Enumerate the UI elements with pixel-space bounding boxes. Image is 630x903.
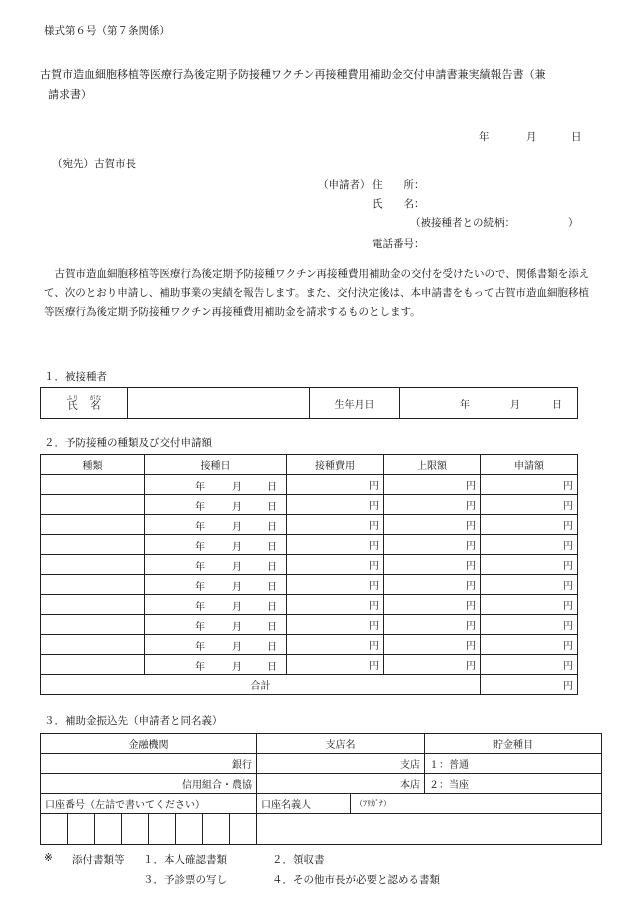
mei-char: 名がな <box>89 394 102 412</box>
account-digit-2[interactable] <box>68 814 95 845</box>
row-year: 年 <box>195 602 205 613</box>
amount-input[interactable]: 円 <box>481 655 578 675</box>
amount-input[interactable]: 円 <box>481 555 578 575</box>
row-year: 年 <box>195 642 205 653</box>
type-input[interactable] <box>41 615 145 635</box>
date-input[interactable] <box>145 495 287 515</box>
date-input[interactable] <box>145 535 287 555</box>
row-year: 年 <box>195 482 205 493</box>
limit-cell: 円 <box>384 555 481 575</box>
type-input[interactable] <box>41 535 145 555</box>
amount-input[interactable]: 円 <box>481 475 578 495</box>
date-input[interactable] <box>145 575 287 595</box>
account-digit-6[interactable] <box>176 814 203 845</box>
bank-label[interactable]: 銀行 <box>41 754 257 774</box>
row-year: 年 <box>195 622 205 633</box>
row-day: 日 <box>267 662 277 673</box>
row-year: 年 <box>195 502 205 513</box>
furigana-input[interactable]: （ﾌﾘｶﾞﾅ） <box>351 794 602 814</box>
amount-input[interactable]: 円 <box>481 615 578 635</box>
total-label: 合計 <box>41 675 481 695</box>
cost-input[interactable]: 円 <box>287 615 384 635</box>
row-month: 月 <box>232 662 242 673</box>
amount-input[interactable]: 円 <box>481 535 578 555</box>
addressee: （宛先）古賀市長 <box>52 158 136 170</box>
date-input[interactable] <box>145 635 287 655</box>
date-year: 年 <box>479 131 490 143</box>
attachments-label: 添付書類等 <box>72 854 125 866</box>
row-month: 月 <box>232 482 242 493</box>
row-year: 年 <box>195 542 205 553</box>
date-input[interactable] <box>145 615 287 635</box>
amount-input[interactable]: 円 <box>481 515 578 535</box>
limit-cell: 円 <box>384 635 481 655</box>
limit-cell: 円 <box>384 615 481 635</box>
limit-cell: 円 <box>384 655 481 675</box>
cost-input[interactable]: 円 <box>287 515 384 535</box>
limit-cell: 円 <box>384 575 481 595</box>
row-day: 日 <box>267 622 277 633</box>
cost-input[interactable]: 円 <box>287 475 384 495</box>
relation-close: ） <box>568 217 579 229</box>
col-header-bank: 金融機関 <box>41 734 257 754</box>
head-office-label[interactable]: 本店 <box>257 774 425 794</box>
col-header-type: 種類 <box>41 455 145 475</box>
date-input[interactable] <box>145 515 287 535</box>
type-input[interactable] <box>41 475 145 495</box>
account-holder-input[interactable] <box>257 814 602 845</box>
attachment-item-2: ２．領収書 <box>272 854 325 866</box>
dob-day: 日 <box>552 400 562 411</box>
table-row <box>41 555 578 575</box>
row-day: 日 <box>267 582 277 593</box>
table-row <box>41 615 578 635</box>
cost-input[interactable]: 円 <box>287 655 384 675</box>
table-row <box>41 655 578 675</box>
branch-label[interactable]: 支店 <box>257 754 425 774</box>
amount-input[interactable]: 円 <box>481 575 578 595</box>
amount-input[interactable]: 円 <box>481 595 578 615</box>
cost-input[interactable]: 円 <box>287 635 384 655</box>
cost-input[interactable]: 円 <box>287 535 384 555</box>
form-number: 様式第６号（第７条関係） <box>44 25 170 37</box>
attachment-item-3: ３．予診票の写し <box>143 874 227 886</box>
row-day: 日 <box>267 542 277 553</box>
attachment-item-1: １．本人確認書類 <box>143 854 227 866</box>
type-input[interactable] <box>41 655 145 675</box>
type-input[interactable] <box>41 495 145 515</box>
type-input[interactable] <box>41 595 145 615</box>
amount-input[interactable]: 円 <box>481 635 578 655</box>
table-row <box>41 575 578 595</box>
bank-table <box>40 733 602 845</box>
shi-char: 氏ふり <box>66 394 79 412</box>
table-row <box>41 475 578 495</box>
row-month: 月 <box>232 582 242 593</box>
row-month: 月 <box>232 562 242 573</box>
account-digit-3[interactable] <box>95 814 122 845</box>
account-type-toza[interactable]: ２：当座 <box>425 774 602 794</box>
type-input[interactable] <box>41 575 145 595</box>
section3-heading: ３．補助金振込先（申請者と同名義） <box>44 715 223 727</box>
table-row <box>41 595 578 615</box>
dob-year: 年 <box>460 400 470 411</box>
table-row <box>41 535 578 555</box>
attachments-mark: ※ <box>44 852 53 864</box>
total-amount-input[interactable]: 円 <box>481 675 578 695</box>
table-row <box>41 495 578 515</box>
row-month: 月 <box>232 602 242 613</box>
col-header-amount: 申請額 <box>481 455 578 475</box>
row-year: 年 <box>195 562 205 573</box>
section1-heading: １．被接種者 <box>44 371 107 383</box>
applicant-label: （申請者） <box>318 179 371 191</box>
type-input[interactable] <box>41 515 145 535</box>
row-month: 月 <box>232 542 242 553</box>
date-input[interactable] <box>145 475 287 495</box>
type-input[interactable] <box>41 555 145 575</box>
account-digit-4[interactable] <box>122 814 149 845</box>
cost-input[interactable]: 円 <box>287 555 384 575</box>
recipient-name-input[interactable] <box>128 388 310 419</box>
row-day: 日 <box>267 562 277 573</box>
dob-month: 月 <box>510 400 520 411</box>
form-title-line2: 請求書） <box>48 88 92 101</box>
date-month: 月 <box>526 131 537 143</box>
account-number-label: 口座番号（左詰で書いてください） <box>41 794 257 814</box>
row-year: 年 <box>195 662 205 673</box>
applicant-address-label: 住 所： <box>372 179 425 191</box>
limit-cell: 円 <box>384 515 481 535</box>
limit-cell: 円 <box>384 535 481 555</box>
credit-union-label[interactable]: 信用組合・農協 <box>41 774 257 794</box>
row-day: 日 <box>267 602 277 613</box>
limit-cell: 円 <box>384 595 481 615</box>
row-year: 年 <box>195 582 205 593</box>
limit-cell: 円 <box>384 475 481 495</box>
row-year: 年 <box>195 522 205 533</box>
attachment-item-4: ４．その他市長が必要と認める書類 <box>272 874 440 886</box>
amount-input[interactable]: 円 <box>481 495 578 515</box>
form-title-line1: 古賀市造血細胞移植等医療行為後定期予防接種ワクチン再接種費用補助金交付申請書兼実績報告書（兼 <box>40 68 546 81</box>
type-input[interactable] <box>41 635 145 655</box>
col-header-date: 接種日 <box>145 455 287 475</box>
date-input[interactable] <box>145 555 287 575</box>
cost-input[interactable]: 円 <box>287 495 384 515</box>
row-month: 月 <box>232 622 242 633</box>
col-header-account-type: 貯金種目 <box>425 734 602 754</box>
body-paragraph: 古賀市造血細胞移植等医療行為後定期予防接種ワクチン再接種費用補助金の交付を受けたいので、関係書類を添えて、次のとおり申請し、補助事業の実績を報告します。また、交付決定後は、本申請書をもって古賀市造血細胞移植等医療行為後定期予防接種ワクチン再接種費用補助金を請求するものとします。 <box>44 268 590 318</box>
row-day: 日 <box>267 642 277 653</box>
account-digit-8[interactable] <box>230 814 257 845</box>
table-row <box>41 515 578 535</box>
date-input[interactable] <box>145 655 287 675</box>
section2-heading: ２．予防接種の種類及び交付申請額 <box>44 437 212 449</box>
row-day: 日 <box>267 502 277 513</box>
row-day: 日 <box>267 482 277 493</box>
cost-input[interactable]: 円 <box>287 595 384 615</box>
vaccination-table <box>40 454 578 695</box>
row-month: 月 <box>232 502 242 513</box>
col-header-cost: 接種費用 <box>287 455 384 475</box>
recipient-table <box>40 387 578 419</box>
name-label-cell <box>41 388 128 419</box>
account-digit-7[interactable] <box>203 814 230 845</box>
applicant-name-label: 氏 名： <box>372 198 425 210</box>
date-input[interactable] <box>145 595 287 615</box>
account-holder-label: 口座名義人 <box>257 794 351 814</box>
col-header-branch: 支店名 <box>257 734 425 754</box>
account-type-futsu[interactable]: １：普通 <box>425 754 602 774</box>
table-row <box>41 635 578 655</box>
total-row <box>41 675 578 695</box>
limit-cell: 円 <box>384 495 481 515</box>
account-digit-5[interactable] <box>149 814 176 845</box>
row-month: 月 <box>232 522 242 533</box>
row-month: 月 <box>232 642 242 653</box>
cost-input[interactable]: 円 <box>287 575 384 595</box>
col-header-limit: 上限額 <box>384 455 481 475</box>
date-day: 日 <box>571 131 582 143</box>
row-day: 日 <box>267 522 277 533</box>
applicant-phone-label: 電話番号： <box>372 238 425 250</box>
dob-input[interactable] <box>400 388 578 419</box>
dob-label: 生年月日 <box>310 388 400 419</box>
account-digit-1[interactable] <box>41 814 68 845</box>
relation-label: （被接種者との続柄： <box>410 217 515 229</box>
